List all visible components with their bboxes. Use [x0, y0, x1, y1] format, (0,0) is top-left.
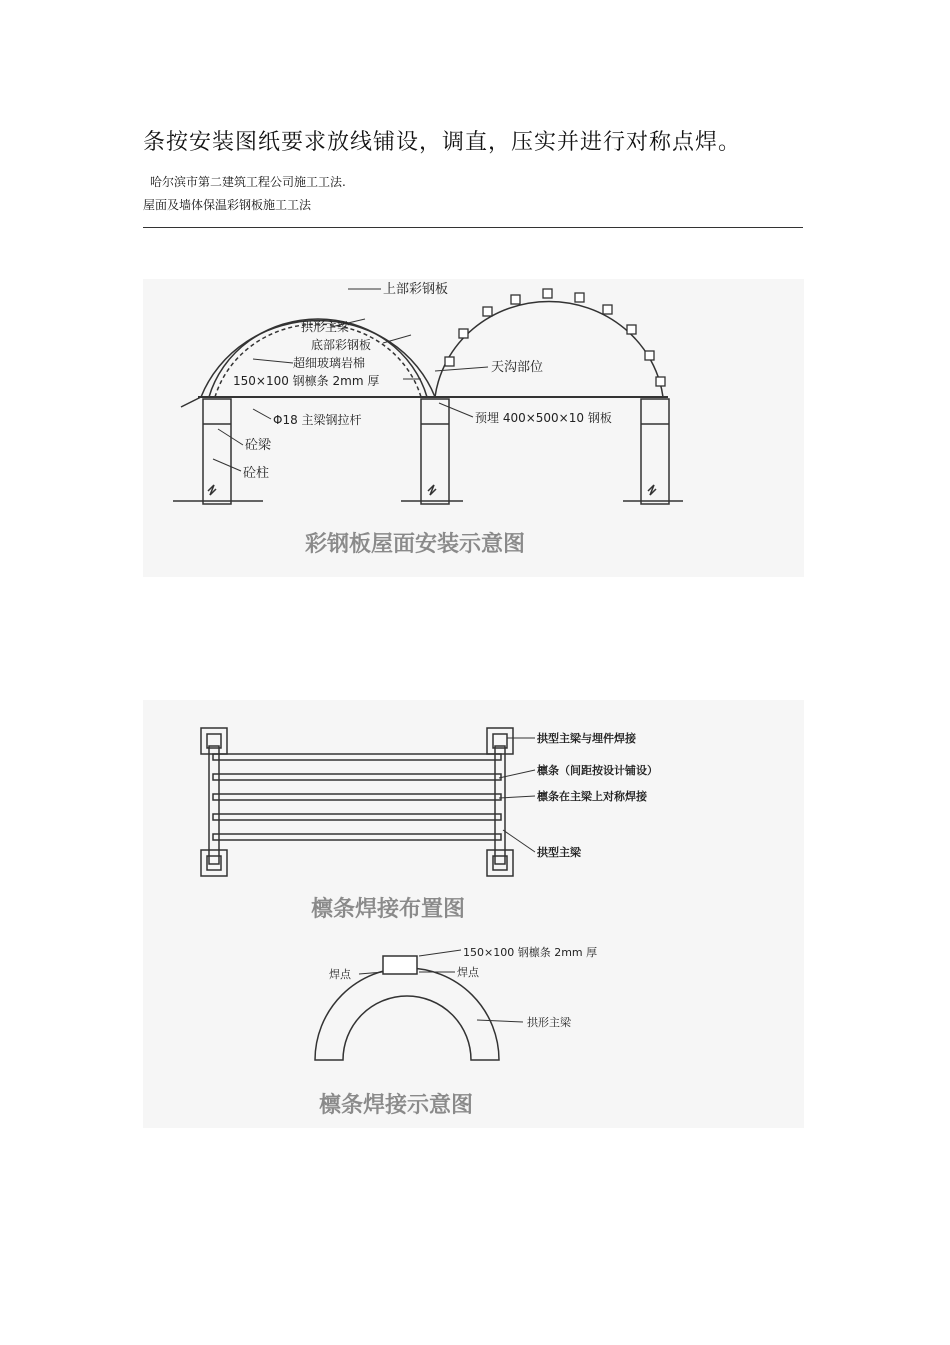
label-upper-panel: 上部彩钢板	[383, 282, 449, 297]
embed-plate-bottom-left	[201, 850, 227, 876]
purlin-1	[213, 754, 501, 760]
document-title: 屋面及墙体保温彩钢板施工工法	[143, 198, 312, 212]
embed-plate-top-right	[487, 728, 513, 754]
label-weld-left: 焊点	[329, 968, 351, 981]
right-arch	[435, 301, 663, 397]
caption-roof-installation: 彩钢板屋面安装示意图	[305, 532, 526, 557]
intro-text: 条按安装图纸要求放线铺设，调直，压实并进行对称点焊。	[143, 130, 742, 155]
label-concrete-beam: 砼梁	[245, 438, 272, 453]
company-name: 哈尔滨市第二建筑工程公司施工工法.	[150, 175, 346, 189]
label-fig3-arch-beam: 拱形主梁	[527, 1016, 571, 1029]
purlin-welding-figure	[143, 700, 804, 1128]
caption-purlin-welding: 檩条焊接示意图	[319, 1093, 474, 1118]
label-weld-right: 焊点	[457, 966, 479, 979]
label-purlin: 150×100 钢檩条 2mm 厚	[233, 374, 380, 388]
caption-purlin-layout: 檩条焊接布置图	[311, 897, 466, 922]
purlin-welding-diagram	[143, 700, 804, 1128]
embed-plate-bottom-right	[487, 850, 513, 876]
label-embedded-plate: 预埋 400×500×10 钢板	[475, 411, 612, 425]
roof-installation-diagram	[143, 279, 804, 577]
main-beam-left	[209, 746, 219, 864]
purlin-3	[213, 794, 501, 800]
purlin-blocks	[445, 289, 665, 386]
right-column	[641, 399, 669, 504]
label-weld-to-embed: 拱型主梁与埋件焊接	[537, 732, 636, 745]
label-tie-rod: Φ18 主梁钢拉杆	[273, 413, 362, 427]
purlin-5	[213, 834, 501, 840]
roof-installation-figure	[143, 279, 804, 577]
purlin-block	[383, 956, 417, 974]
purlin-4	[213, 814, 501, 820]
label-symmetric-weld: 檩条在主梁上对称焊接	[537, 790, 647, 803]
middle-column	[421, 399, 449, 504]
label-fig3-purlin: 150×100 钢檩条 2mm 厚	[463, 946, 598, 959]
embed-plate-top-left	[201, 728, 227, 754]
label-bottom-panel: 底部彩钢板	[311, 338, 372, 352]
left-column	[203, 399, 231, 504]
label-concrete-column: 砼柱	[243, 466, 270, 481]
purlin-2	[213, 774, 501, 780]
label-arch-beam: 拱形主梁	[301, 320, 350, 334]
header-divider	[143, 227, 803, 228]
label-purlin-spacing: 檩条（间距按设计铺设）	[537, 764, 658, 777]
label-arch-main-beam: 拱型主梁	[537, 846, 581, 859]
label-glass-wool: 超细玻璃岩棉	[293, 356, 366, 370]
main-beam-right	[495, 746, 505, 864]
label-gutter: 天沟部位	[491, 360, 544, 375]
